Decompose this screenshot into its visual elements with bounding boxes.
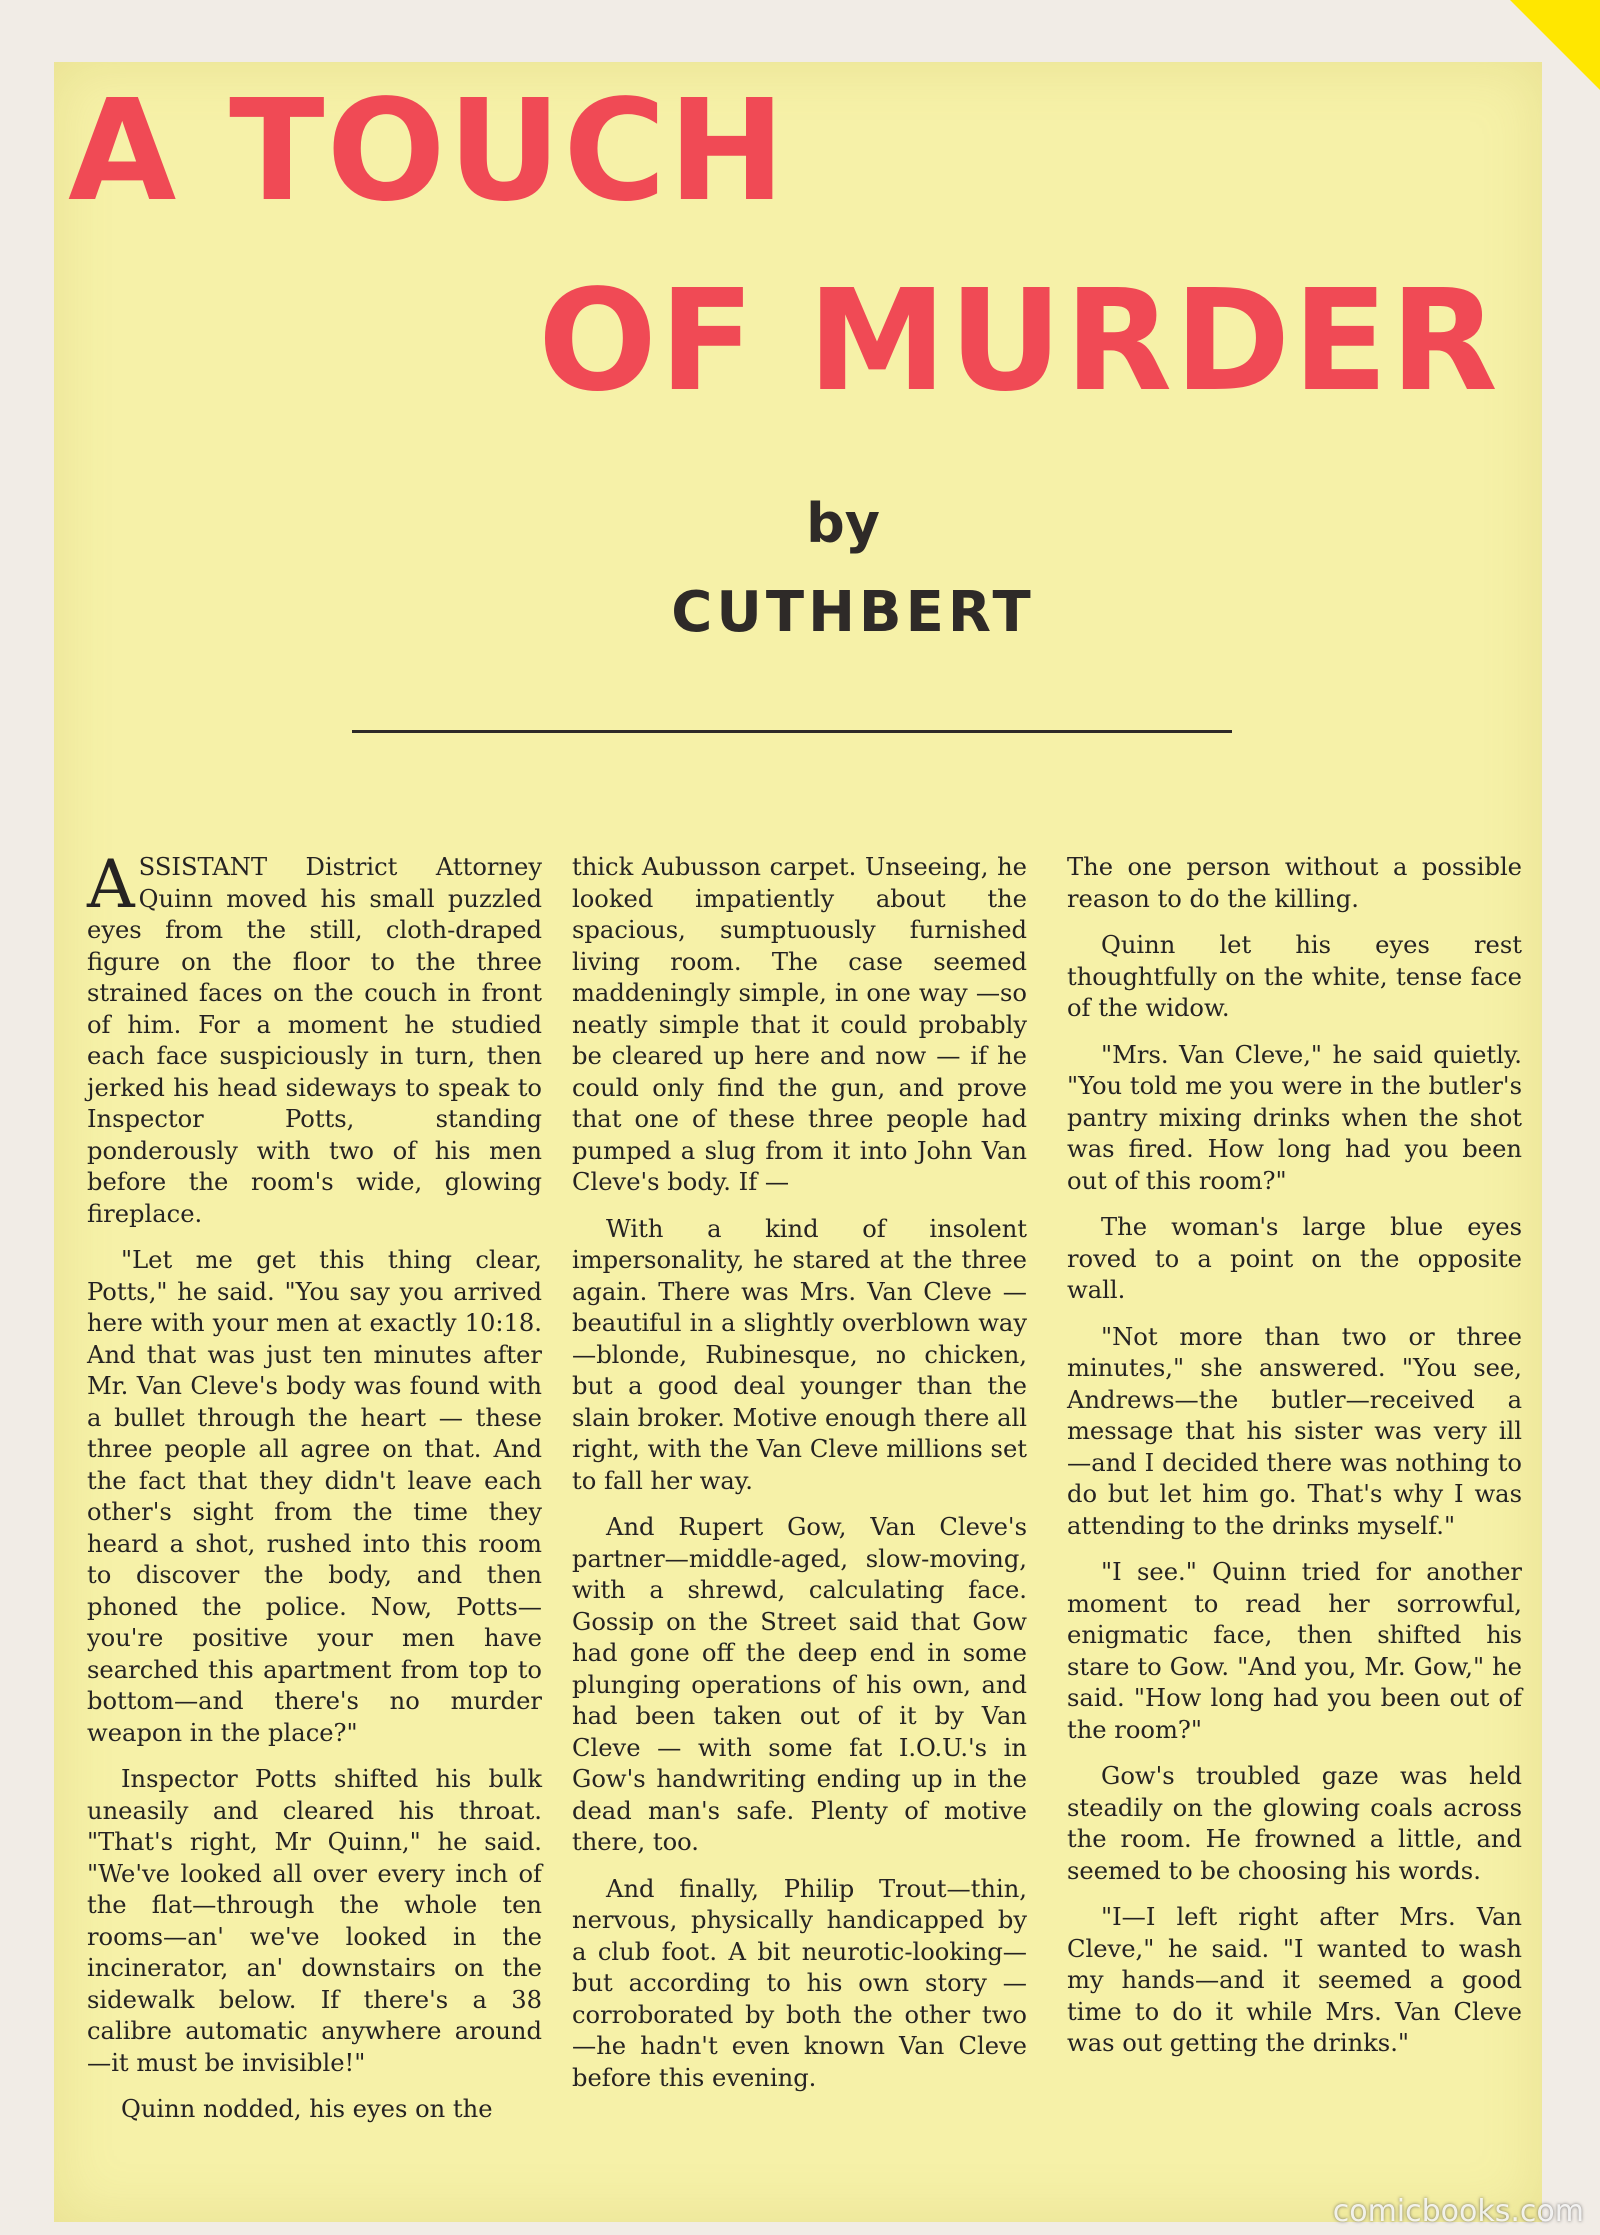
article-paragraph: thick Aubusson carpet. Unseeing, he looked impatiently about the spacious, sumptuously furnished living room. The case seemed maddeningly simple, in one way —so neatly simple that it could probably be cleared up here and now — if he could only find the gun, and prove that one of these three people had pumped a slug from it into John Van Cleve's body. If — bbox=[572, 853, 1027, 1196]
article-paragraph: With a kind of insolent impersonality, he stared at the three again. There was Mrs. Van Cleve —beautiful in a slightly overblown way—blonde, Rubinesque, no chicken, but a good deal younger than the slain broker. Motive enough there all right, with the Van Cleve millions set to fall her way. bbox=[572, 1214, 1027, 1495]
article-paragraph: "Not more than two or three minutes," she answered. "You see, Andrews—the butler—received a message that his sister was very ill —and I decided there was nothing to do but let him go. That's why I was attending to the drinks myself." bbox=[1067, 1322, 1522, 1540]
article-paragraph: "Mrs. Van Cleve," he said quietly. "You told me you were in the butler's pantry mixing drinks when the shot was fired. How long had you been out of this room?" bbox=[1067, 1040, 1522, 1195]
site-watermark: comicbooks.com bbox=[1332, 2194, 1584, 2229]
article-column-1 bbox=[87, 846, 542, 2141]
paragraph-text: SSISTANT District Attorney Quinn moved his small puzzled eyes from the still, cloth-draped figure on the floor to the three strained faces on the couch in front of him. For a moment he studied each face suspiciously in turn, then jerked his head sideways to speak to Inspector Potts, standing ponderously with two of his men before the room's wide, glowing fireplace. bbox=[87, 853, 542, 1228]
magazine-page bbox=[54, 62, 1542, 2222]
article-paragraph: Inspector Potts shifted his bulk uneasily and cleared his throat. "That's right, Mr Quinn," he said. "We've looked all over every inch of the flat—through the whole ten rooms—an' we've looked in the incinerator, an' downstairs on the sidewalk below. If there's a 38 calibre automatic anywhere around—it must be invisible!" bbox=[87, 1765, 542, 2077]
byline-author: CUTHBERT bbox=[671, 580, 1035, 645]
article-paragraph: "I see." Quinn tried for another moment to read her sorrowful, enigmatic face, then shifted his stare to Gow. "And you, Mr. Gow," he said. "How long had you been out of the room?" bbox=[1067, 1558, 1522, 1744]
title-divider bbox=[352, 730, 1232, 733]
article-paragraph: And finally, Philip Trout—thin, nervous, physically handicapped by a club foot. A bit neurotic-looking—but according to his own story — corroborated by both the other two—he hadn't even known Van Cleve before this evening. bbox=[572, 1874, 1027, 2092]
article-paragraph: "I—I left right after Mrs. Van Cleve," he said. "I wanted to wash my hands—and it seemed a good time to do it while Mrs. Van Cleve was out getting the drinks." bbox=[1067, 1903, 1522, 2057]
article-paragraph: "Let me get this thing clear, Potts," he said. "You say you arrived here with your men at exactly 10:18. And that was just ten minutes after Mr. Van Cleve's body was found with a bullet through the heart — these three people all agree on that. And the fact that they didn't leave each other's sight from the time they heard a shot, rushed into this room to discover the body, and then phoned the police. Now, Potts—you're positive your men have searched this apartment from top to bottom—and there's no murder weapon in the place?" bbox=[87, 1246, 542, 1747]
article-paragraph: Quinn nodded, his eyes on the bbox=[121, 2095, 493, 2123]
article-paragraph: The one person without a possible reason to do the killing. bbox=[1067, 853, 1522, 913]
article-paragraph: Quinn let his eyes rest thoughtfully on the white, tense face of the widow. bbox=[1067, 931, 1522, 1022]
article-paragraph: And Rupert Gow, Van Cleve's partner—middle-aged, slow-moving, with a shrewd, calculating face. Gossip on the Street said that Gow had gone off the deep end in some plunging operations of his own, and had been taken out of it by Van Cleve — with some fat I.O.U.'s in Gow's handwriting ending up in the dead man's safe. Plenty of motive there, too. bbox=[572, 1513, 1027, 1856]
story-title-line-2: OF MURDER bbox=[538, 260, 1500, 423]
drop-cap: A bbox=[87, 846, 135, 923]
article-paragraph bbox=[87, 846, 542, 1230]
story-title-line-1: A TOUCH bbox=[68, 70, 788, 233]
article-column-3 bbox=[1067, 852, 1522, 2075]
article-paragraph: Gow's troubled gaze was held steadily on the glowing coals across the room. He frowned a little, and seemed to be choosing his words. bbox=[1067, 1762, 1522, 1885]
article-column-2 bbox=[572, 852, 1027, 2109]
byline-by: by bbox=[806, 492, 880, 555]
article-paragraph: The woman's large blue eyes roved to a point on the opposite wall. bbox=[1067, 1213, 1522, 1304]
